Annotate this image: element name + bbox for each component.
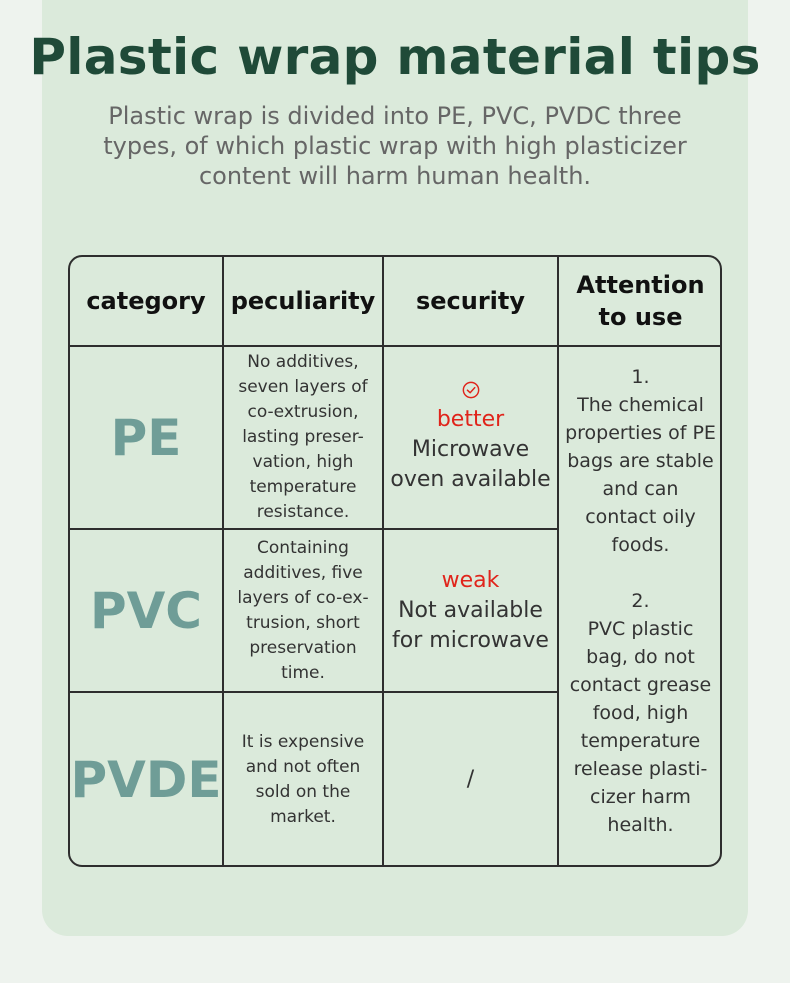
header-security: security [415, 287, 526, 315]
check-circle-icon [462, 381, 480, 399]
page-subtitle: Plastic wrap is divided into PE, PVC, PVDC three types, of which plastic wrap with high plasticizer content will harm human health. [103, 102, 687, 190]
security-pvc [384, 530, 557, 691]
category-pe: PE [110, 408, 182, 467]
peculiarity-pvde: It is expensive and not often sold on the market. [241, 732, 365, 827]
security-pe [384, 347, 557, 528]
category-pvc: PVC [89, 581, 203, 640]
security-rating-better: better [436, 406, 505, 432]
security-note-pe: Microwave oven available [390, 436, 551, 492]
comparison-table [68, 255, 722, 867]
header-category: category [86, 287, 206, 315]
header-attention: Attention to use [576, 271, 705, 331]
header-peculiarity: peculiarity [230, 287, 376, 315]
page-title: Plastic wrap material tips [29, 28, 761, 86]
security-pvde [384, 693, 557, 867]
peculiarity-pvc: Containing additives, five layers of co-ex-trusion, short preservation time. [237, 537, 369, 683]
peculiarity-pe: No additives, seven layers of co-extrusion, lasting preser-vation, high temperature resistance. [238, 352, 368, 522]
attention-cell [559, 347, 722, 867]
attention-item-2-number: 2. [631, 590, 650, 612]
attention-item-2-text: PVC plastic bag, do not contact grease food, high temperature release plasti-cizer harm health. [569, 618, 712, 836]
category-pvde: PVDE [70, 751, 222, 809]
security-note-pvde: / [466, 767, 475, 792]
security-note-pvc: Not available for microwave [392, 597, 549, 653]
attention-item-1-number: 1. [631, 366, 650, 388]
security-rating-weak: weak [441, 567, 500, 593]
attention-item-1-text: The chemical properties of PE bags are stable and can contact oily foods. [565, 394, 716, 556]
